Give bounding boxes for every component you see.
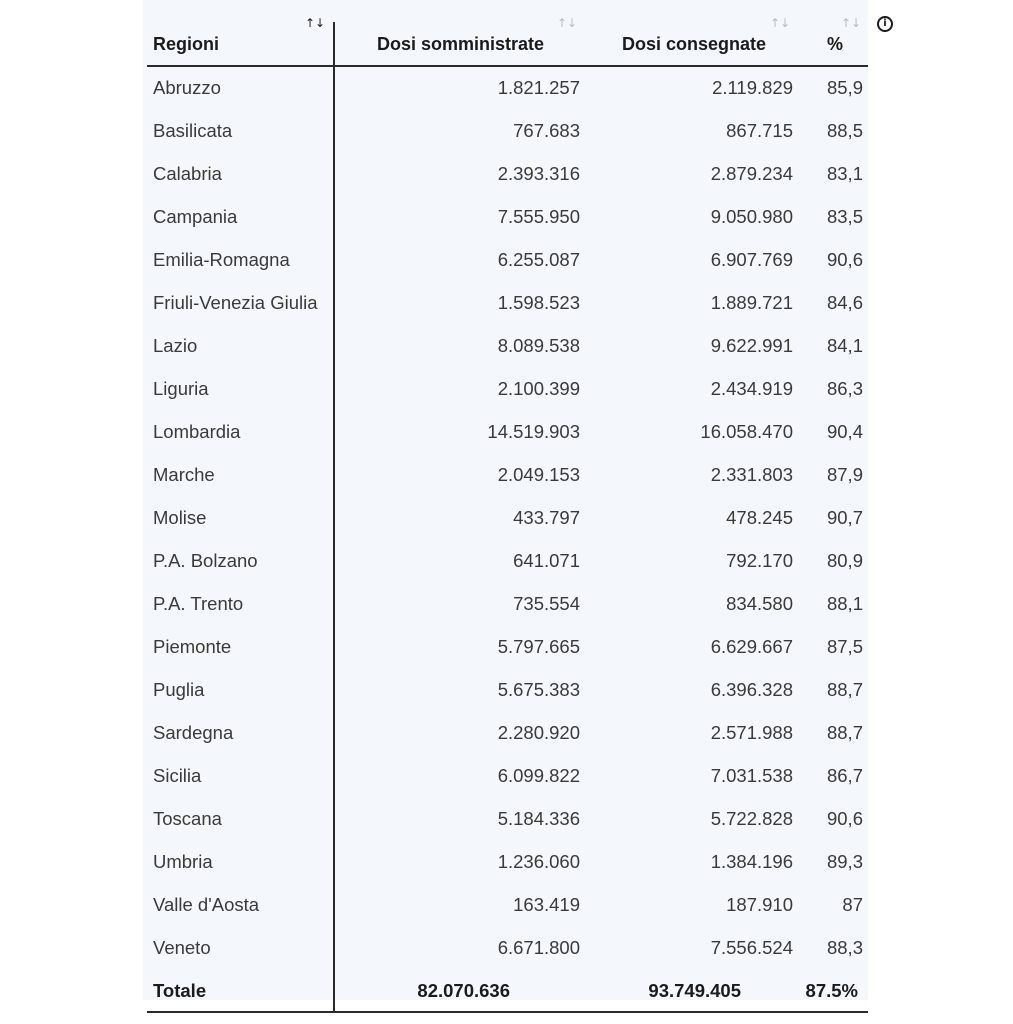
region-cell: Calabria	[153, 163, 222, 184]
region-cell: Liguria	[153, 378, 209, 399]
administered-cell: 14.519.903	[487, 421, 580, 442]
delivered-cell: 5.722.828	[710, 808, 793, 829]
percent-cell: 83,1	[826, 163, 863, 184]
percent-cell: 87	[842, 894, 863, 915]
delivered-cell: 187.910	[726, 894, 793, 915]
percent-cell: 87,5	[826, 636, 863, 657]
delivered-cell: 6.396.328	[710, 679, 793, 700]
header-dosi-somministrate[interactable]: Dosi somministrate	[377, 34, 545, 54]
region-cell: Valle d'Aosta	[153, 894, 260, 915]
table-row	[147, 66, 868, 109]
administered-cell: 5.797.665	[497, 636, 580, 657]
info-icon[interactable]	[877, 16, 893, 32]
administered-cell: 8.089.538	[497, 335, 580, 356]
delivered-cell: 7.556.524	[710, 937, 793, 958]
region-cell: Basilicata	[153, 120, 233, 141]
table-row	[147, 496, 868, 539]
region-cell: Puglia	[153, 679, 205, 700]
percent-cell: 88,7	[826, 722, 863, 743]
delivered-cell: 2.879.234	[710, 163, 793, 184]
region-cell: Lombardia	[153, 421, 241, 442]
administered-cell: 433.797	[513, 507, 580, 528]
header-regioni[interactable]: Regioni	[153, 34, 219, 54]
table-row	[147, 281, 868, 324]
table-row	[147, 668, 868, 711]
administered-cell: 2.049.153	[497, 464, 580, 485]
table-row	[147, 582, 868, 625]
table-row	[147, 367, 868, 410]
total-administered: 82.070.636	[417, 980, 510, 1001]
administered-cell: 767.683	[513, 120, 580, 141]
sort-percent-icon[interactable]: ↑↓	[841, 16, 862, 30]
table-row	[147, 410, 868, 453]
delivered-cell: 478.245	[726, 507, 793, 528]
percent-cell: 86,3	[826, 378, 863, 399]
administered-cell: 7.555.950	[497, 206, 580, 227]
delivered-cell: 9.622.991	[710, 335, 793, 356]
percent-cell: 80,9	[826, 550, 863, 571]
table-row	[147, 539, 868, 582]
delivered-cell: 1.889.721	[710, 292, 793, 313]
delivered-cell: 2.119.829	[712, 77, 793, 98]
delivered-cell: 2.331.803	[710, 464, 793, 485]
table-row	[147, 324, 868, 367]
percent-cell: 90,6	[826, 808, 863, 829]
administered-cell: 735.554	[513, 593, 580, 614]
administered-cell: 2.393.316	[497, 163, 580, 184]
percent-cell: 90,6	[826, 249, 863, 270]
delivered-cell: 867.715	[726, 120, 793, 141]
percent-cell: 84,1	[826, 335, 863, 356]
sort-dosi-consegnate-icon[interactable]: ↑↓	[770, 16, 791, 30]
percent-cell: 90,4	[826, 421, 863, 442]
total-label: Totale	[153, 980, 207, 1001]
header-percent[interactable]: %	[827, 34, 844, 54]
administered-cell: 163.419	[513, 894, 580, 915]
region-cell: P.A. Trento	[153, 593, 244, 614]
table-row	[147, 453, 868, 496]
administered-cell: 1.598.523	[497, 292, 580, 313]
sort-regioni-icon[interactable]: ↑↓	[305, 16, 326, 30]
table-row	[147, 840, 868, 883]
administered-cell: 641.071	[513, 550, 580, 571]
table-row	[147, 238, 868, 281]
percent-cell: 84,6	[826, 292, 863, 313]
percent-cell: 83,5	[826, 206, 863, 227]
percent-cell: 89,3	[826, 851, 863, 872]
delivered-cell: 6.629.667	[710, 636, 793, 657]
region-cell: Umbria	[153, 851, 213, 872]
delivered-cell: 2.571.988	[710, 722, 793, 743]
delivered-cell: 9.050.980	[710, 206, 793, 227]
administered-cell: 6.099.822	[497, 765, 580, 786]
percent-cell: 88,5	[826, 120, 863, 141]
administered-cell: 2.100.399	[497, 378, 580, 399]
percent-cell: 88,7	[826, 679, 863, 700]
table-row	[147, 926, 868, 969]
total-row	[147, 969, 868, 1012]
delivered-cell: 6.907.769	[710, 249, 793, 270]
table-row	[147, 109, 868, 152]
region-cell: Veneto	[153, 937, 211, 958]
region-cell: Abruzzo	[153, 77, 221, 98]
administered-cell: 1.236.060	[497, 851, 580, 872]
region-cell: Sicilia	[153, 765, 202, 786]
administered-cell: 1.821.257	[497, 77, 580, 98]
percent-cell: 88,3	[826, 937, 863, 958]
percent-cell: 87,9	[826, 464, 863, 485]
region-cell: Campania	[153, 206, 238, 227]
delivered-cell: 2.434.919	[710, 378, 793, 399]
administered-cell: 5.675.383	[497, 679, 580, 700]
table-row	[147, 195, 868, 238]
percent-cell: 86,7	[826, 765, 863, 786]
region-cell: Molise	[153, 507, 207, 528]
region-cell: Marche	[153, 464, 215, 485]
delivered-cell: 834.580	[726, 593, 793, 614]
percent-cell: 88,1	[826, 593, 863, 614]
total-delivered: 93.749.405	[648, 980, 741, 1001]
region-cell: Friuli-Venezia Giulia	[153, 292, 318, 313]
table-row	[147, 754, 868, 797]
percent-cell: 90,7	[826, 507, 863, 528]
table-row	[147, 883, 868, 926]
administered-cell: 6.671.800	[497, 937, 580, 958]
table-row	[147, 152, 868, 195]
table-row	[147, 625, 868, 668]
total-percent: 87.5%	[805, 980, 858, 1001]
percent-cell: 85,9	[826, 77, 863, 98]
administered-cell: 6.255.087	[497, 249, 580, 270]
region-cell: Emilia-Romagna	[153, 249, 290, 270]
table-row	[147, 711, 868, 754]
administered-cell: 2.280.920	[497, 722, 580, 743]
region-cell: Toscana	[153, 808, 222, 829]
delivered-cell: 1.384.196	[710, 851, 793, 872]
administered-cell: 5.184.336	[497, 808, 580, 829]
sort-dosi-somministrate-icon[interactable]: ↑↓	[557, 16, 578, 30]
region-cell: Sardegna	[153, 722, 234, 743]
delivered-cell: 16.058.470	[700, 421, 793, 442]
region-cell: Lazio	[153, 335, 198, 356]
region-cell: Piemonte	[153, 636, 232, 657]
region-cell: P.A. Bolzano	[153, 550, 258, 571]
delivered-cell: 792.170	[726, 550, 793, 571]
delivered-cell: 7.031.538	[710, 765, 793, 786]
header-dosi-consegnate[interactable]: Dosi consegnate	[622, 34, 767, 54]
info-glyph: i	[883, 18, 887, 29]
table-row	[147, 797, 868, 840]
